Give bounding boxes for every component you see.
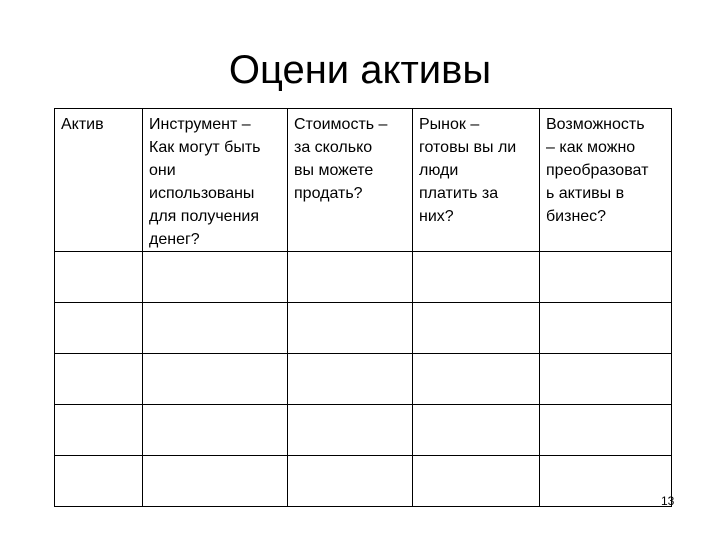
- table-cell[interactable]: [143, 354, 288, 405]
- table-cell[interactable]: [540, 303, 672, 354]
- assets-table: [54, 108, 675, 508]
- header-market-label: Рынок – готовы вы ли люди платить за них?: [419, 116, 517, 225]
- table-cell[interactable]: [143, 456, 288, 507]
- table-cell[interactable]: [413, 354, 540, 405]
- table-cell[interactable]: [540, 252, 672, 303]
- table-cell[interactable]: [143, 405, 288, 456]
- table-cell[interactable]: [413, 456, 540, 507]
- slide-number: 13: [661, 494, 675, 508]
- table-cell[interactable]: [143, 252, 288, 303]
- table-cell[interactable]: [288, 456, 413, 507]
- table-cell[interactable]: [143, 303, 288, 354]
- table-cell[interactable]: [288, 354, 413, 405]
- table-header-row: [55, 109, 672, 252]
- header-value-label: Стоимость – за сколько вы можете продать?: [294, 116, 388, 202]
- table-cell[interactable]: [55, 405, 143, 456]
- slide-title: Оцени активы: [228, 48, 492, 92]
- table-cell[interactable]: [288, 252, 413, 303]
- table-cell[interactable]: [413, 405, 540, 456]
- table-row: [55, 303, 672, 354]
- table-cell[interactable]: [540, 456, 675, 508]
- header-opportunity-label: Возможность – как можно преобразоват ь активы в бизнес?: [546, 116, 649, 225]
- table-cell[interactable]: [540, 405, 672, 456]
- header-cell-tool: [143, 109, 288, 252]
- header-cell-value: [288, 109, 413, 252]
- table-cell[interactable]: [55, 456, 143, 507]
- table-cell[interactable]: [55, 252, 143, 303]
- table-cell[interactable]: [288, 405, 413, 456]
- table-row: [55, 354, 672, 405]
- header-cell-market: [413, 109, 540, 252]
- table-cell[interactable]: [413, 252, 540, 303]
- header-tool-label: Инструмент – Как могут быть они использованы для получения денег?: [149, 116, 261, 248]
- header-cell-opportunity: [540, 109, 672, 252]
- table-row: [55, 405, 672, 456]
- table-row: [55, 456, 672, 507]
- table-cell[interactable]: [55, 303, 143, 354]
- table-row: [55, 252, 672, 303]
- header-asset-label: Актив: [61, 116, 104, 133]
- table-cell[interactable]: [540, 354, 672, 405]
- header-cell-asset: [55, 109, 143, 252]
- table-cell[interactable]: [55, 354, 143, 405]
- table-cell[interactable]: [288, 303, 413, 354]
- table-cell[interactable]: [413, 303, 540, 354]
